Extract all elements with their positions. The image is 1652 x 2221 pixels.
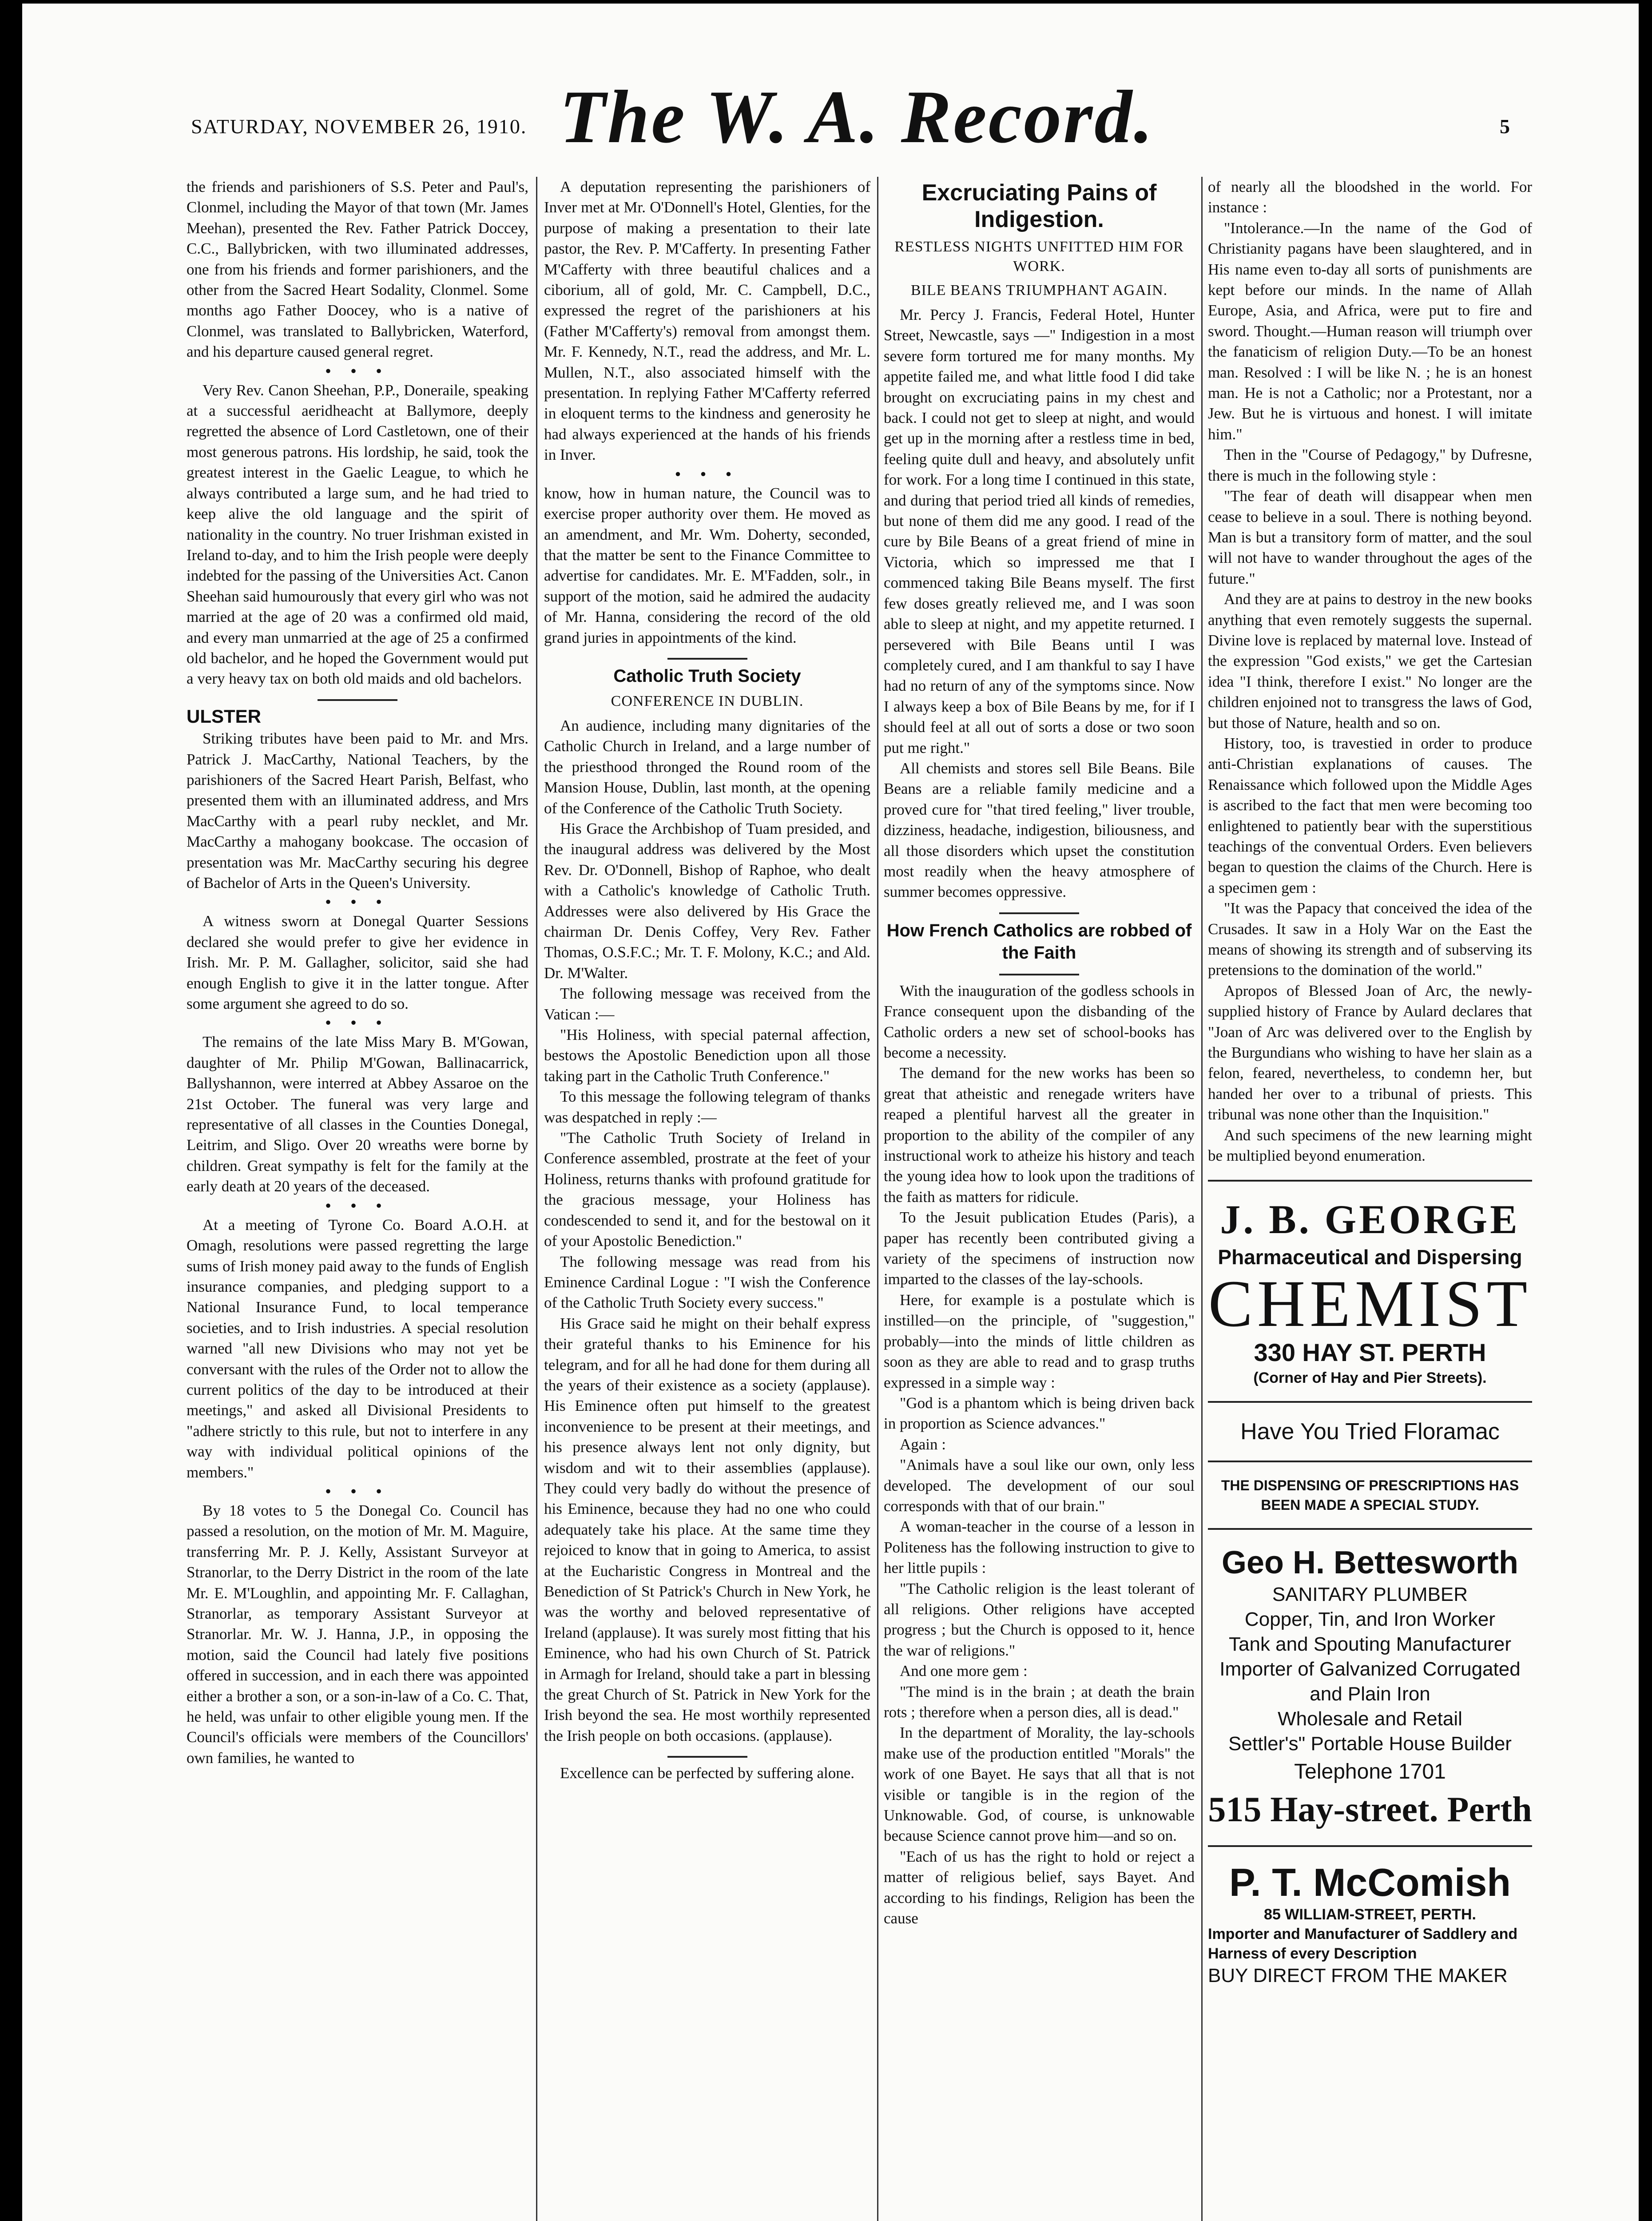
article-paragraph: And they are at pains to destroy in the new books anything that even remotely suggests the supernal. Divine love is replaced by maternal love. Instead of the expression "God exists," we get the Cartesian idea "I think, therefore I exist." No longer are the children enjoined not to transgress the laws of God, but those of Nature, health and so on. bbox=[1208, 590, 1532, 732]
section-separator: • • • bbox=[325, 362, 390, 380]
page-header bbox=[22, 75, 1639, 181]
ad-border bbox=[1208, 1180, 1532, 1182]
ad-business-name: P. T. McComish bbox=[1229, 1860, 1511, 1904]
ad-address: 330 HAY ST. PERTH bbox=[1254, 1338, 1486, 1366]
divider bbox=[667, 1756, 747, 1758]
article-subheading: RESTLESS NIGHTS UNFITTED HIM FOR WORK. bbox=[894, 239, 1184, 275]
ad-address: 85 WILLIAM-STREET, PERTH. bbox=[1264, 1906, 1476, 1923]
ad-line-4: and Plain Iron bbox=[1310, 1683, 1430, 1705]
article-heading: Excruciating Pains of Indigestion. bbox=[921, 180, 1157, 232]
article-paragraph: The demand for the new works has been so great that atheistic and renegade writers have reaped a plentiful harvest all the greater in proportion to the ability of the compiler of any instructional work to atheize his history and teach the young idea how to look upon the traditions of the faith as matters for ridicule. bbox=[884, 1064, 1195, 1206]
article-paragraph: Apropos of Blessed Joan of Arc, the newly-supplied history of France by Aulard declares that "Joan of Arc was delivered over to the English by the Burgundians who wishing to have her slain as a felon, feared, nevertheless, to condemn her, but handed her over to a tribunal of priests. This tribunal was none other than the Inquisition." bbox=[1208, 982, 1532, 1123]
dateline: SATURDAY, NOVEMBER 26, 1910. bbox=[191, 115, 527, 138]
ad-floramac-line: Have You Tried Floramac bbox=[1240, 1418, 1500, 1445]
article-paragraph: Mr. Percy J. Francis, Federal Hotel, Hunter Street, Newcastle, says —" Indigestion in a most severe form tortured me for many months. My appetite failed me, and what little food I did take brought on excruciating pains in my chest and back. I could not get to sleep at night, and would get up in the morning after a restless time in bed, feeling quite dull and heavy, and absolutely unfit for work. For a long time I continued in this state, and during that period tried all kinds of remedies, but none of them did me any good. I read of the cure by Bile Beans of a great friend of mine in Victoria, which so impressed me that I commenced taking Bile Beans myself. The first few doses greatly relieved me, and I was soon able to sleep at night, and my appetite returned. I persevered with Bile Beans until I was completely cured, and I am thankful to say I have had no return of any of the symptoms since. Now I always keep a box of Bile Beans by me, for if I should feel at all out of sorts a dose or two soon put me right." bbox=[884, 306, 1195, 756]
article-paragraph: "The fear of death will disappear when men cease to believe in a soul. There is nothing beyond. Man is but a transitory form of matter, and the soul will not have to wander throughout the ages of the future." bbox=[1208, 487, 1532, 587]
article-paragraph: At a meeting of Tyrone Co. Board A.O.H. at Omagh, resolutions were passed regretting the large sums of Irish money paid away to the funds of English insurance companies, and pledging support to a National Insurance Fund, to local temperance societies, and to Irish industries. A special resolution warned "all new Divisions who may not yet be conversant with the rules of the Order not to allow the current politics of the day to be introduced at their meetings," and asked all Divisional Presidents to "adhere strictly to this rule, but not to interfere in any way with individual political opinions of the members." bbox=[187, 1216, 528, 1481]
article-subheading: CONFERENCE IN DUBLIN. bbox=[611, 693, 804, 709]
ad-border bbox=[1208, 1528, 1532, 1530]
ad-border bbox=[1208, 1401, 1532, 1403]
ad-description: Importer and Manufacturer of Saddlery and Harness of every Description bbox=[1208, 1925, 1518, 1962]
section-separator: • • • bbox=[325, 1482, 390, 1500]
ad-buy-direct: BUY DIRECT FROM THE MAKER bbox=[1208, 1964, 1508, 1986]
article-paragraph: A deputation representing the parishioners of Inver met at Mr. O'Donnell's Hotel, Glenties, for the purpose of making a presentation to their late pastor, the Rev. P. M'Cafferty. In presenting Father M'Cafferty with three beautiful chalices and a ciborium, all of gold, Mr. C. Campbell, D.C., expressed the regret of the parishioners at his (Father M'Cafferty's) removal from amongst them. Mr. F. Kennedy, N.T., read the address, and Mr. L. Mullen, N.T., also associated himself with the presentation. In replying Father M'Cafferty referred in eloquent terms to the kindness and generosity he had always experienced at the hands of his friends in Inver. bbox=[544, 178, 870, 464]
article-paragraph: In the department of Morality, the lay-schools make use of the production entitled "Morals" the work of one Bayet. He says that all that is not visible or tangible is in the region of the Unknowable. God, of course, is unknowable because Science cannot prove him—and so on. bbox=[884, 1724, 1195, 1845]
page-number: 5 bbox=[1500, 115, 1510, 138]
column-rule bbox=[877, 177, 878, 2221]
article-heading: How French Catholics are robbed of the Faith bbox=[886, 920, 1192, 963]
ad-business-name: J. B. GEORGE bbox=[1220, 1196, 1520, 1242]
article-paragraph: "It was the Papacy that conceived the idea of the Crusades. It saw in a Holy War on the East the means of showing its strength and of subserving its pretensions to the domination of the world." bbox=[1208, 900, 1532, 979]
ad-line-5: Wholesale and Retail bbox=[1278, 1708, 1462, 1730]
column-1 bbox=[187, 177, 528, 2221]
article-paragraph: A witness sworn at Donegal Quarter Sessions declared she would prefer to give her evidence in Irish. Mr. P. M. Gallagher, solicitor, said she had enough English to give it in the latter tongue. After some argument she agreed to do so. bbox=[187, 912, 528, 1013]
article-paragraph: To this message the following telegram of thanks was despatched in reply :— bbox=[544, 1088, 870, 1126]
column-4 bbox=[1208, 177, 1532, 2221]
article-paragraph: And such specimens of the new learning might be multiplied beyond enumeration. bbox=[1208, 1126, 1532, 1165]
ad-business-name: Geo H. Bettesworth bbox=[1221, 1544, 1519, 1580]
column-rule bbox=[536, 177, 537, 2221]
column-2 bbox=[544, 177, 870, 2221]
article-paragraph: "The mind is in the brain ; at death the brain rots ; therefore when a person dies, all is dead." bbox=[884, 1683, 1195, 1721]
article-paragraph: "Each of us has the right to hold or reject a matter of religious belief, says Bayet. And according to his findings, Religion has been the cause bbox=[884, 1847, 1195, 1927]
article-paragraph: of nearly all the bloodshed in the world. For instance : bbox=[1208, 178, 1532, 216]
ad-telephone: Telephone 1701 bbox=[1294, 1759, 1446, 1783]
article-paragraph: To the Jesuit publication Etudes (Paris), a paper has recently been contributed giving a variety of the specimens of instruction now imparted to the classes of the lay-schools. bbox=[884, 1209, 1195, 1288]
article-paragraph: A woman-teacher in the course of a lesson in Politeness has the following instruction to give to her little pupils : bbox=[884, 1518, 1195, 1577]
article-paragraph: "Animals have a soul like our own, only less developed. The development of our soul corresponds with that of our brain." bbox=[884, 1456, 1195, 1515]
article-paragraph: The remains of the late Miss Mary B. M'Gowan, daughter of Mr. Philip M'Gowan, Ballinacarrick, Ballyshannon, were interred at Abbey Assaroe on the 21st October. The funeral was very large and representative of all classes in the Counties Donegal, Leitrim, and Sligo. Over 20 wreaths were borne by children. Great sympathy is felt for the family at the early death at 20 years of the deceased. bbox=[187, 1033, 528, 1195]
ad-line-2: Tank and Spouting Manufacturer bbox=[1229, 1633, 1511, 1655]
masthead-title: The W. A. Record. bbox=[560, 75, 1155, 159]
article-paragraph: Then in the "Course of Pedagogy," by Dufresne, there is much in the following style : bbox=[1208, 446, 1532, 484]
newspaper-page bbox=[22, 4, 1639, 2221]
article-paragraph: History, too, is travestied in order to produce anti-Christian explanations of causes. The Renaissance which followed upon the Middle Ages is ascribed to the fact that men were becoming too enlightened to patiently bear with the superstitious teachings of the conventual Orders. Even believers began to question the claims of the Church. Here is a specimen gem : bbox=[1208, 734, 1532, 896]
article-paragraph: All chemists and stores sell Bile Beans. Bile Beans are a reliable family medicine and a proved cure for "that tired feeling," liver trouble, dizziness, headache, indigestion, biliousness, and all those disorders which upset the constitution most readily when the heavy atmosphere of summer becomes oppressive. bbox=[884, 759, 1195, 901]
column-3 bbox=[884, 177, 1195, 2221]
article-paragraph: His Grace the Archbishop of Tuam presided, and the inaugural address was delivered by the Most Rev. Dr. O'Donnell, Bishop of Raphoe, who dealt with a Catholic's knowledge of Catholic Truth. Addresses were also delivered by His Grace the chairman Dr. Denis Coffey, Very Rev. Father Thomas, O.S.F.C.; Mr. T. F. Molony, K.C.; and Ald. Dr. M'Walter. bbox=[544, 820, 870, 982]
ad-border bbox=[1208, 1845, 1532, 1847]
article-subheading: BILE BEANS TRIUMPHANT AGAIN. bbox=[910, 282, 1168, 299]
article-paragraph: "His Holiness, with special paternal affection, bestows the Apostolic Benediction upon all those taking part in the Catholic Truth Conference." bbox=[544, 1026, 870, 1085]
article-paragraph: "The Catholic religion is the least tolerant of all religions. Other religions have accepted progress ; but the Church is opposed to it, hence the war of religions." bbox=[884, 1580, 1195, 1659]
ad-subtitle: Pharmaceutical and Dispersing bbox=[1218, 1245, 1522, 1269]
article-paragraph: His Grace said he might on their behalf express their grateful thanks to his Eminence for his telegram, and for all he had done for them during all the years of their existence as a society (applause). His Eminence often put himself to the greatest inconvenience to be present at their meetings, and his presence always lent not only dignity, but wisdom and wit to their assemblies (applause). They could very badly do without the presence of his Eminence, because they had no one who could adequately take his place. At the same time they rejoiced to know that in going to America, to assist at the Eucharistic Congress in Montreal and the Benediction of St Patrick's Church in New York, he was the worthy and beloved representative of Ireland (applause). It was surely most fitting that his Eminence, who had his own Church of St. Patrick in Armagh for Ireland, should take a part in blessing the great Church of St. Patrick in New York for the Irish beyond the sea. He most worthily represented the Irish people on both occasions. (applause). bbox=[544, 1314, 870, 1744]
section-heading-ulster: ULSTER bbox=[187, 705, 261, 727]
ad-line-6: Settler's" Portable House Builder bbox=[1228, 1732, 1512, 1755]
article-paragraph: "God is a phantom which is being driven back in proportion as Science advances." bbox=[884, 1394, 1195, 1433]
advertisement-george bbox=[1208, 1180, 1532, 1530]
divider bbox=[667, 658, 747, 660]
article-paragraph: And one more gem : bbox=[900, 1662, 1028, 1680]
article-paragraph: By 18 votes to 5 the Donegal Co. Council has passed a resolution, on the motion of Mr. M. Maguire, transferring Mr. P. J. Kelly, Assistant Surveyor at Stranorlar, to the Derry District in the room of the late Mr. E. M'Loughlin, and appointing Mr. F. Callaghan, Stranorlar, as temporary Assistant Surveyor at Stranorlar. Mr. W. J. Hanna, J.P., in opposing the motion, said the Council had lately five positions offered in succession, and in each there was appointed either a brother a son, or a son-in-law of a Co. C. That, he held, was unfair to other eligible young men. If the Council's officials were members of the Councillors' own families, he wanted to bbox=[187, 1501, 528, 1767]
article-paragraph: Striking tributes have been paid to Mr. and Mrs. Patrick J. MacCarthy, National Teachers, by the parishioners of the Sacred Heart Parish, Belfast, who presented them with an illuminated address, and Mrs MacCarthy with a pearl ruby necklet, and Mr. MacCarthy a mahogany bookcase. The occasion of presentation was Mr. MacCarthy securing his degree of Bachelor of Arts in the Queen's University. bbox=[187, 730, 528, 892]
ad-dispensing-note: THE DISPENSING OF PRESCRIPTIONS HAS BEEN MADE A SPECIAL STUDY. bbox=[1221, 1477, 1519, 1513]
advertisement-bettesworth bbox=[1208, 1543, 1532, 1847]
ad-line-1: Copper, Tin, and Iron Worker bbox=[1244, 1608, 1496, 1630]
divider bbox=[318, 699, 397, 701]
divider bbox=[999, 912, 1079, 914]
article-paragraph: Very Rev. Canon Sheehan, P.P., Doneraile, speaking at a successful aeridheacht at Ballymore, deeply regretted the absence of Lord Castletown, one of their most generous patrons. His lordship, he said, took the greatest interest in the Gaelic League, to which he always contributed a large sum, and he had tried to keep alive the old language and the spirit of nationality in the country. No truer Irishman existed in Ireland to-day, and to him the Irish people were deeply indebted for the passing of the Universities Act. Canon Sheehan said humourously that every girl who was not married at the age of 20 was a confirmed old maid, and every man unmarried at the age of 25 a confirmed old bachelor, and he hoped the Government would put a very heavy tax on both old maids and old bachelors. bbox=[187, 381, 528, 688]
ad-chemist-title: CHEMIST bbox=[1208, 1266, 1532, 1341]
article-paragraph: With the inauguration of the godless schools in France consequent upon the disbanding of the Catholic orders a new set of school-books has become a necessity. bbox=[884, 982, 1195, 1061]
ad-corner-note: (Corner of Hay and Pier Streets). bbox=[1253, 1369, 1487, 1386]
article-heading: Catholic Truth Society bbox=[613, 666, 801, 686]
section-separator: • • • bbox=[325, 1014, 390, 1032]
advertisement-mccomish bbox=[1208, 1860, 1532, 1988]
article-paragraph: Excellence can be perfected by suffering alone. bbox=[560, 1764, 855, 1782]
ad-trade: SANITARY PLUMBER bbox=[1272, 1583, 1468, 1605]
article-paragraph: know, how in human nature, the Council was to exercise proper authority over them. He moved as an amendment, and Mr. Wm. Doherty, seconded, that the matter be sent to the Finance Committee to advertise for candidates. Mr. E. M'Fadden, solr., in support of the motion, said he admired the audacity of Mr. Hanna, considering the record of the old grand juries in appointments of the kind. bbox=[544, 484, 870, 646]
section-separator: • • • bbox=[675, 465, 739, 483]
ad-border bbox=[1208, 1461, 1532, 1462]
article-paragraph: Here, for example is a postulate which is instilled—on the principle, of "suggestion," probably—into the minds of little children as soon as they are able to read and to grasp truths expressed in a simple way : bbox=[884, 1291, 1195, 1391]
column-rule bbox=[1201, 177, 1203, 2221]
section-separator: • • • bbox=[325, 1197, 390, 1214]
article-paragraph: An audience, including many dignitaries of the Catholic Church in Ireland, and a large number of the priesthood thronged the Round room of the Mansion House, Dublin, last month, at the opening of the Conference of the Catholic Truth Society. bbox=[544, 716, 870, 817]
ad-address: 515 Hay-street. Perth bbox=[1208, 1790, 1532, 1829]
article-paragraph: Again : bbox=[900, 1435, 946, 1453]
article-paragraph: "The Catholic Truth Society of Ireland in Conference assembled, prostrate at the feet of your Holiness, returns thanks with profound gratitude for the gracious message, your Holiness has condescended to send it, and for the bestowal on it of your Apostolic Benediction." bbox=[544, 1129, 870, 1250]
article-paragraph: the friends and parishioners of S.S. Peter and Paul's, Clonmel, including the Mayor of that town (Mr. James Meehan), presented the Rev. Father Patrick Doccey, C.C., Ballybricken, with two illuminated addresses, one from his friends and former parishioners, and the other from the Sacred Heart Sodality, Clonmel. Some months ago Father Doocey, who is a native of Clonmel, was translated to Ballybricken, Waterford, and his departure caused general regret. bbox=[187, 178, 528, 361]
article-paragraph: The following message was received from the Vatican :— bbox=[544, 985, 870, 1023]
article-paragraph: "Intolerance.—In the name of the God of Christianity pagans have been slaughtered, and in His name even to-day all sorts of punishments are kept before our minds. In the name of Allah Europe, Asia, and Africa, were put to fire and sword. Thought.—Human reason will triumph over the fanaticism of religion Duty.—To be an honest man. Resolved : I will be like N. ; he is an honest man. He is not a Catholic; nor a Protestant, nor a Jew. But he is virtuous and honest. I will imitate him." bbox=[1208, 219, 1532, 443]
divider bbox=[999, 974, 1079, 975]
section-separator: • • • bbox=[325, 893, 390, 911]
article-paragraph: The following message was read from his Eminence Cardinal Logue : "I wish the Conference of the Catholic Truth Society every success." bbox=[544, 1253, 870, 1312]
ad-line-3: Importer of Galvanized Corrugated bbox=[1219, 1658, 1521, 1680]
